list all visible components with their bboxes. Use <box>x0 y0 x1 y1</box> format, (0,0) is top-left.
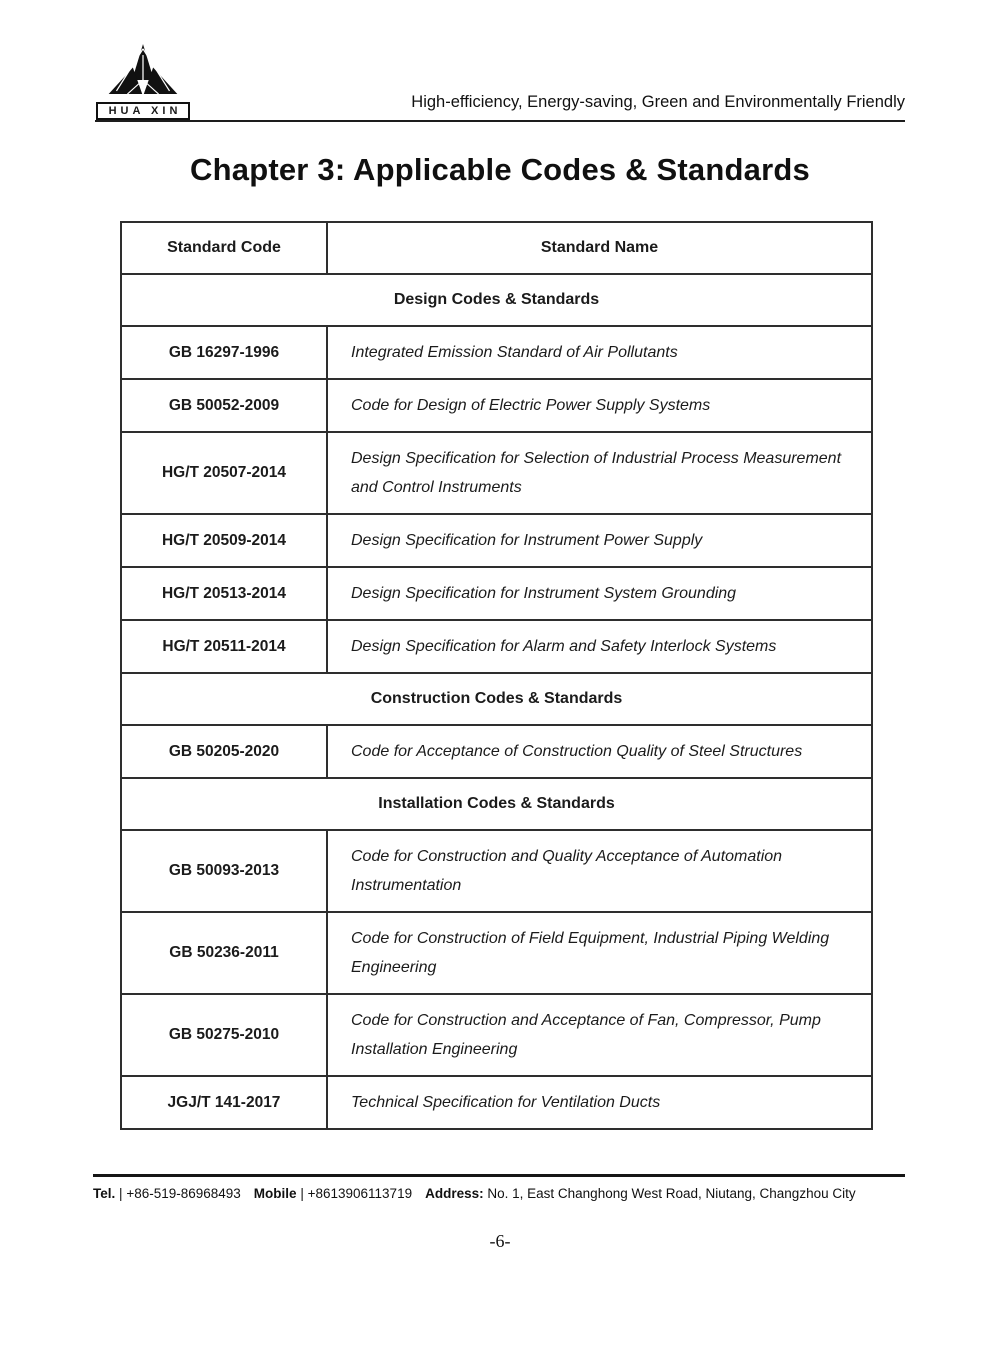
mobile-pipe-separator: | <box>300 1186 304 1201</box>
page-header <box>95 0 905 122</box>
standard-name-cell: Code for Construction and Quality Acceptance of Automation Instrumentation <box>327 830 872 912</box>
standard-code-cell: HG/T 20507-2014 <box>121 432 327 514</box>
logo-text: HUA XIN <box>96 102 190 120</box>
table-row <box>121 379 872 432</box>
table-row <box>121 514 872 567</box>
mountain-peak-icon <box>104 44 182 102</box>
standards-table <box>120 221 873 1130</box>
page-title: Chapter 3: Applicable Codes & Standards <box>190 152 810 187</box>
table-header-row <box>121 222 872 274</box>
standard-code-cell: GB 50205-2020 <box>121 725 327 778</box>
address-value: No. 1, East Changhong West Road, Niutang, Changzhou City <box>487 1186 856 1201</box>
tel-value: +86-519-86968493 <box>126 1186 241 1201</box>
standard-name-cell: Design Specification for Instrument Power Supply <box>327 514 872 567</box>
table-row <box>121 912 872 994</box>
section-label: Construction Codes & Standards <box>121 673 872 725</box>
standard-code-cell: JGJ/T 141-2017 <box>121 1076 327 1129</box>
standard-name-cell: Integrated Emission Standard of Air Pollutants <box>327 326 872 379</box>
tel-pipe-separator: | <box>119 1186 123 1201</box>
standard-name-cell: Technical Specification for Ventilation Ducts <box>327 1076 872 1129</box>
column-header-standard-name: Standard Name <box>327 222 872 274</box>
footer-divider <box>93 1174 905 1177</box>
standard-code-cell: HG/T 20513-2014 <box>121 567 327 620</box>
tel-label: Tel. <box>93 1186 116 1201</box>
standard-name-cell: Code for Construction and Acceptance of Fan, Compressor, Pump Installation Engineering <box>327 994 872 1076</box>
section-row <box>121 673 872 725</box>
standard-name-cell: Code for Design of Electric Power Supply Systems <box>327 379 872 432</box>
page-number: -6- <box>489 1231 511 1251</box>
mobile-label: Mobile <box>253 1186 297 1201</box>
table-row <box>121 830 872 912</box>
table-row <box>121 620 872 673</box>
standard-code-cell: GB 50236-2011 <box>121 912 327 994</box>
column-header-standard-code: Standard Code <box>121 222 327 274</box>
header-tagline: High-efficiency, Energy-saving, Green and Environmentally Friendly <box>411 93 905 111</box>
standard-code-cell: GB 50052-2009 <box>121 379 327 432</box>
table-row <box>121 326 872 379</box>
table-row <box>121 432 872 514</box>
standards-table-body <box>121 274 872 1129</box>
table-row <box>121 994 872 1076</box>
standard-code-cell: GB 50093-2013 <box>121 830 327 912</box>
standard-name-cell: Code for Construction of Field Equipment, Industrial Piping Welding Engineering <box>327 912 872 994</box>
table-row <box>121 1076 872 1129</box>
standard-name-cell: Design Specification for Selection of Industrial Process Measurement and Control Instruments <box>327 432 872 514</box>
mobile-value: +8613906113719 <box>307 1186 413 1201</box>
standard-name-cell: Design Specification for Alarm and Safety Interlock Systems <box>327 620 872 673</box>
table-row <box>121 567 872 620</box>
standard-code-cell: HG/T 20509-2014 <box>121 514 327 567</box>
section-row <box>121 778 872 830</box>
section-row <box>121 274 872 326</box>
standard-code-cell: GB 16297-1996 <box>121 326 327 379</box>
company-logo <box>95 44 191 120</box>
standard-name-cell: Code for Acceptance of Construction Quality of Steel Structures <box>327 725 872 778</box>
page-footer <box>0 1174 1000 1252</box>
contact-info <box>93 1186 905 1201</box>
section-label: Design Codes & Standards <box>121 274 872 326</box>
standard-name-cell: Design Specification for Instrument System Grounding <box>327 567 872 620</box>
table-row <box>121 725 872 778</box>
address-label: Address: <box>425 1186 484 1201</box>
standard-code-cell: HG/T 20511-2014 <box>121 620 327 673</box>
standard-code-cell: GB 50275-2010 <box>121 994 327 1076</box>
section-label: Installation Codes & Standards <box>121 778 872 830</box>
